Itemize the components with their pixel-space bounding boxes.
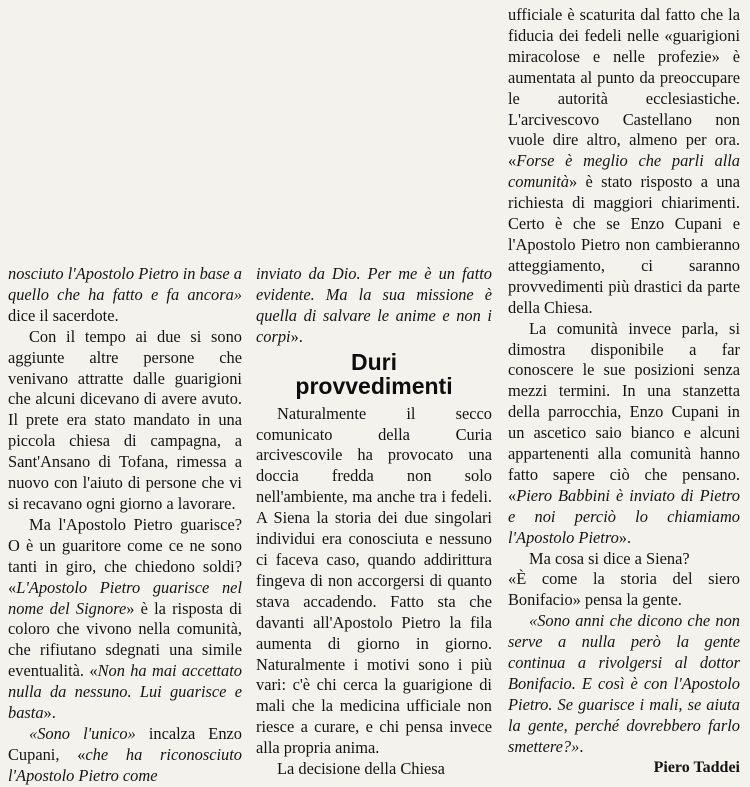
paragraph-community-speaks: La comunità invece parla, si dimostra disponibile a far conoscere le sue posizioni senza mezzi termini. In una stanzetta della parrocchia, Enzo Cupani in un ascetico saio bianco e alcuni appartenenti alla comunità hanno fatto sapere ciò che pensano. «Piero Babbini è inviato di Pietro e noi perciò lo chiamiamo l'Apostolo Pietro». [508, 318, 740, 547]
paragraph-siena-question: Ma cosa si dice a Siena? [529, 548, 690, 568]
quote-continuation-2: inviato da Dio. Per me è un fatto evidente. Ma la sua missione è quella di salvare le anime e non i corpi». [256, 264, 492, 346]
article-column-1 [8, 264, 242, 787]
paragraph-siero-bonifacio: «È come la storia del siero Bonifacio» pensa la gente. [508, 569, 740, 610]
article-column-3 [508, 5, 740, 778]
paragraph-people-quote: «Sono anni che dicono che non serve a nulla però la gente continua a rivolgersi al dottor Bonifacio. E così è con l'Apostolo Pietro. Se guarisce i mali, se aiuta la gente, perché dovrebbero farlo smettere?». [508, 611, 740, 756]
paragraph-church-decision: La decisione della Chiesa [277, 759, 445, 779]
paragraph-official-reason: ufficiale è scaturita dal fatto che la fiducia dei fedeli nelle «guarigioni miracolose e nelle profezie» è aumentata al punto da preoccupare le autorità ecclesiastiche. L'arcivescovo Castellano non vuole dire altro, almeno per ora. «Forse è meglio che parli alla comunità» è stato risposto a una richiesta di maggiori chiarimenti. Certo è che se Enzo Cupani e l'Apostolo Pietro non cambieranno atteggiamento, ci saranno provvedimenti più drastici da parte della Chiesa. [508, 5, 740, 317]
article-column-2 [256, 264, 492, 780]
author-byline: Piero Taddei [653, 758, 740, 776]
paragraph-healer-question: Ma l'Apostolo Pietro guarisce? O è un guaritore come ce ne sono tanti in giro, che chiedono soldi? «L'Apostolo Pietro guarisce nel nome del Signore» è la risposta di coloro che vivono nella comunità, che rifiutano sdegnati una simile eventualità. «Non ha mai accettato nulla da nessuno. Lui guarisce e basta». [8, 514, 243, 723]
paragraph-community-growth: Con il tempo ai due si sono aggiunte altre persone che venivano attratte dalle guarigioni che alcuni dicevano di avere avuto. Il prete era stato mandato in una piccola chiesa di campagna, a Sant'Ansano di Tofana, rimessa a nuovo con l'aiuto di persone che vi si recavano ogni giorno a lavorare. [8, 326, 242, 513]
paragraph-curia-statement: Naturalmente il secco comunicato della Curia arcivescovile ha provocato una doccia fredda non solo nell'ambiente, ma anche tra i fedeli. A Siena la storia dei due singolari individui era conosciuta e nessuno ci faceva caso, quando addirittura fingeva di non accorgersi di quanto stava accadendo. Fatto sta che davanti all'Apostolo Pietro la fila aumenta di giorno in giorno. Naturalmente i motivi sono i più vari: c'è chi cerca la guarigione di mali che la medicina ufficiale non riesce a curare, e chi pensa invece alla propria anima. [256, 403, 492, 758]
section-headline: Duri provvedimenti [295, 348, 453, 399]
quote-continuation: nosciuto l'Apostolo Pietro in base a quello che ha fatto e fa ancora» dice il sacerdote. [8, 264, 242, 325]
paragraph-cupani-quote: «Sono l'unico» incalza Enzo Cupani, «che ha riconosciuto l'Apostolo Pietro come [8, 723, 242, 785]
